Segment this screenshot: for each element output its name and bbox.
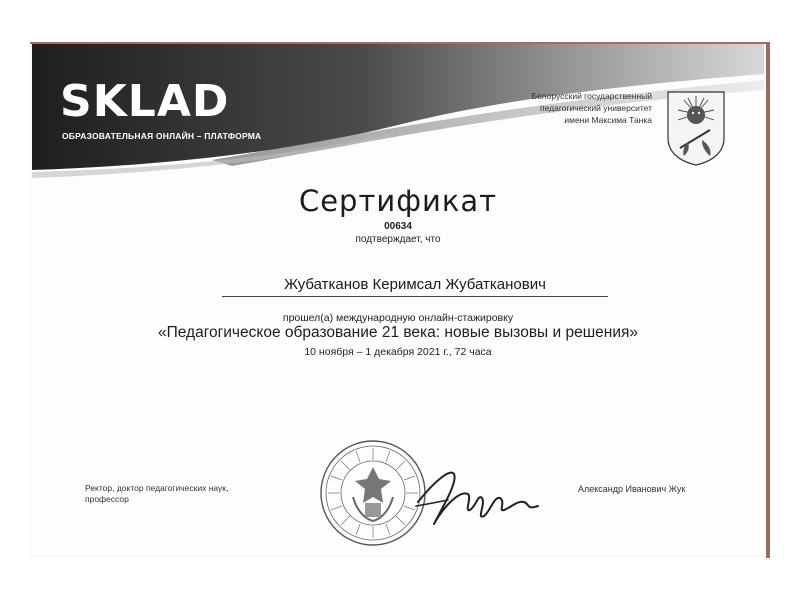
signer-name: Александр Иванович Жук — [578, 484, 686, 494]
university-emblem-icon — [666, 90, 726, 166]
official-seal-stamp — [319, 439, 427, 547]
certificate-number: 00634 — [384, 221, 412, 232]
university-line-3: имени Максима Танка — [564, 115, 652, 125]
rector-line-1: Ректор, доктор педагогических наук, — [85, 483, 229, 493]
rector-line-2: профессор — [85, 494, 129, 504]
rector-signature — [414, 464, 544, 534]
program-title: «Педагогическое образование 21 века: новые вызовы и решения» — [157, 324, 638, 341]
university-line-1: Белорусский государственный — [531, 91, 652, 101]
platform-tagline: ОБРАЗОВАТЕЛЬНАЯ ОНЛАЙН – ПЛАТФОРМА — [62, 131, 262, 141]
program-dates: 10 ноября – 1 декабря 2021 г., 72 часа — [304, 346, 492, 358]
certificate-title: Сертификат — [298, 184, 498, 218]
recipient-name: Жубатканов Керимсал Жубатканович — [222, 276, 608, 297]
sklad-logo: SKLAD — [60, 76, 230, 127]
confirms-text: подтверждает, что — [355, 234, 441, 245]
university-name — [472, 90, 652, 126]
rector-title — [85, 483, 285, 505]
certificate-page — [32, 44, 764, 554]
completed-text: прошел(а) международную онлайн-стажировку — [282, 312, 514, 324]
university-line-2: педагогический университет — [539, 103, 652, 113]
